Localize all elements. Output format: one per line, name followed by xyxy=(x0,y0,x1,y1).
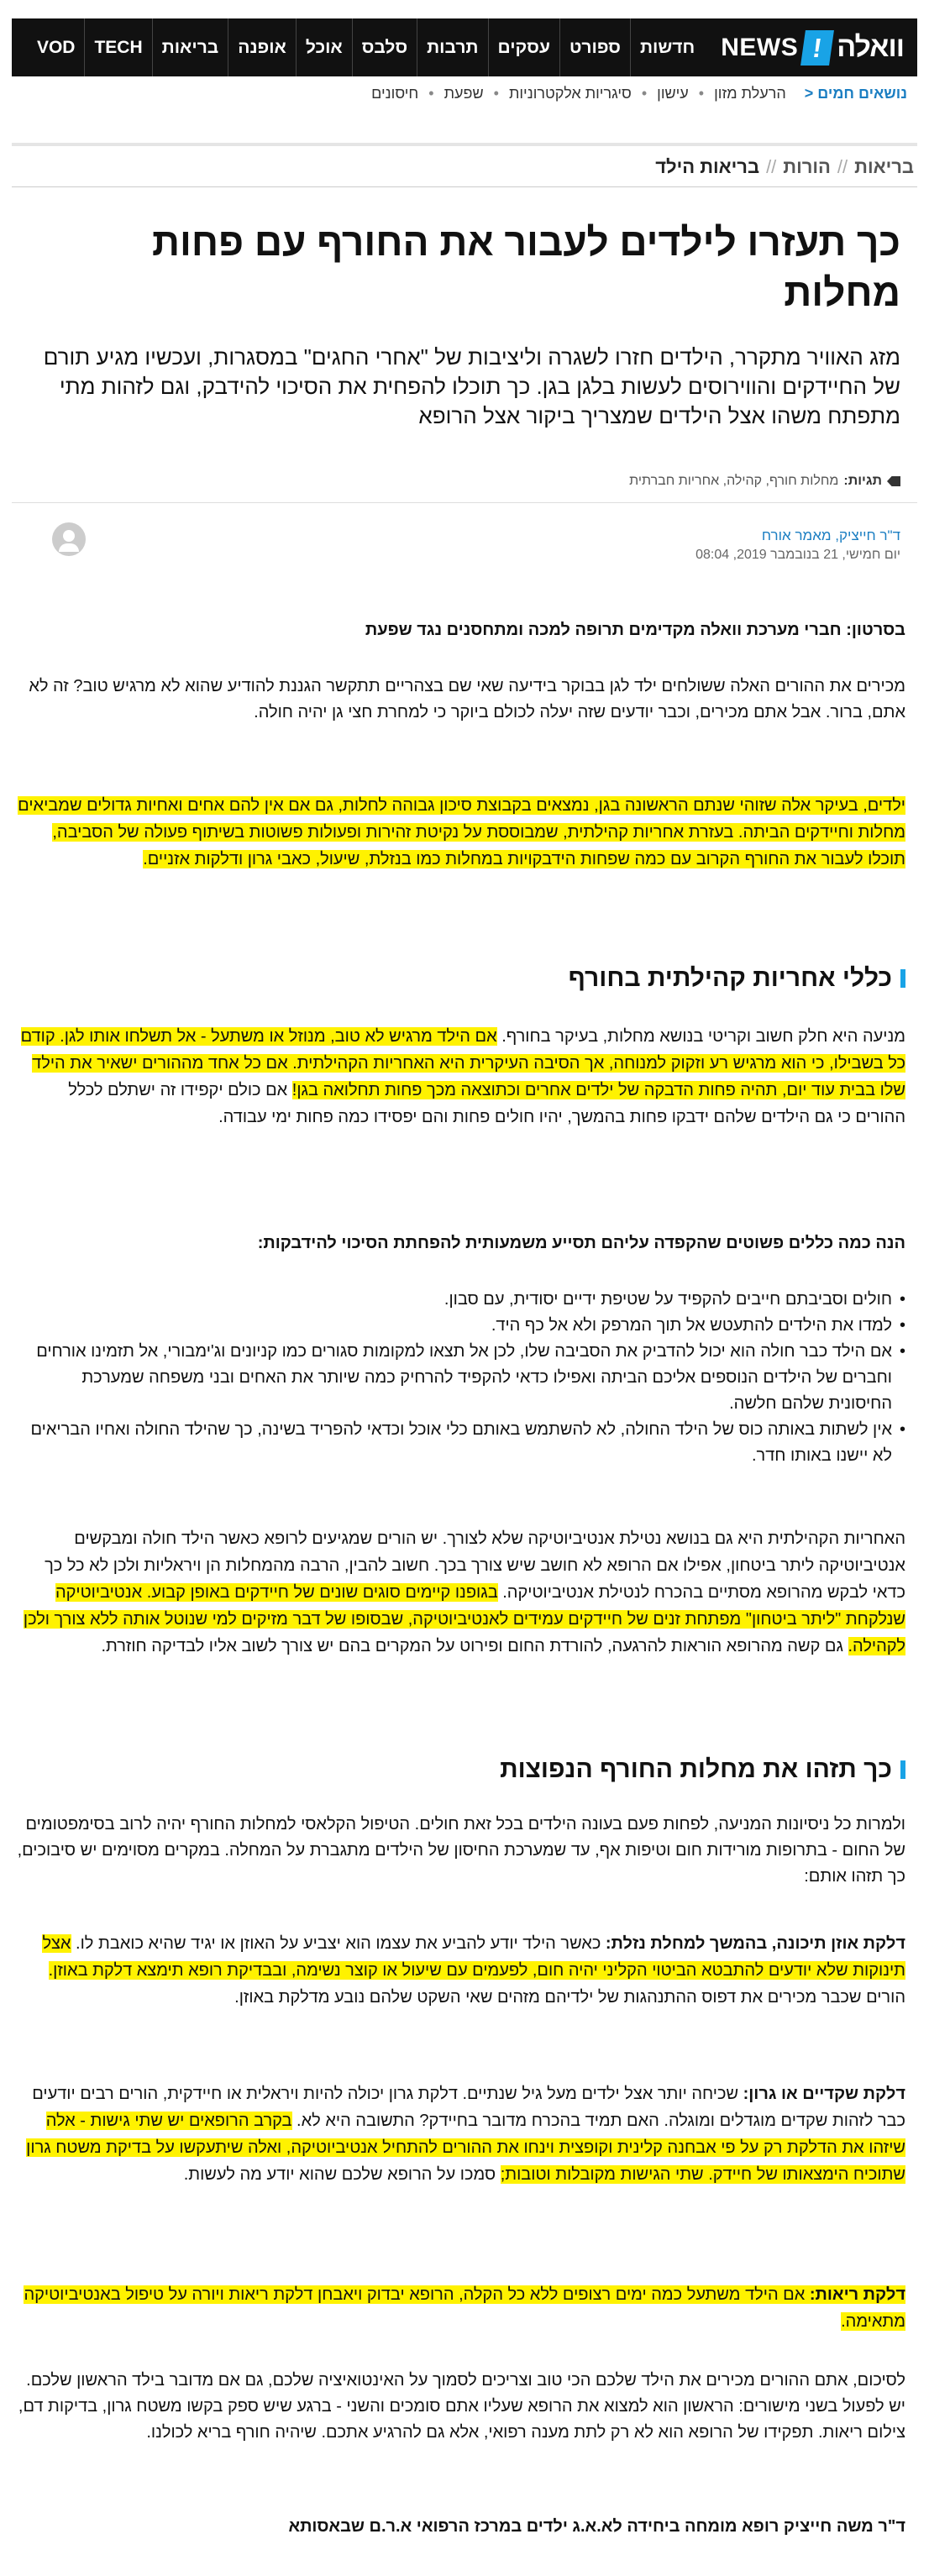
paragraph: דלקת אוזן תיכונה, בהמשך למחלת נזלת: כאשר הילד יודע להביע את עצמו הוא יצביע על האוזן או יגיד שהיא כואבת לו. אצל תינוקות שלא יודעים להתבטא הביטוי הקליני יהיה חום, לפעמים עם שיעול או קוצר נשימה, ובבדיקת רופא תימצא דלקת באוזן. הורים שכבר מכירים את דפוס ההתנהגות של ילדיהם מזהים שאי השקט שלהם נובע מדלקת באוזן. xyxy=(42,1934,905,2007)
paragraph: דלקת ריאות: אם הילד משתעל כמה ימים רצופים ללא כל הקלה, הרופא יבדוק ויאבחן דלקת ריאות ויורה על טיפול באנטיביוטיקה מתאימה. xyxy=(24,2285,905,2331)
separator: • xyxy=(698,84,705,102)
list-item: • למדו את הילדים להתעטש אל תוך המרפק ולא אל כף היד. xyxy=(15,1313,905,1339)
walla-news-logo[interactable] xyxy=(704,18,917,76)
paragraph: לסיכום, אתם ההורים מכירים את הילד שלכם הכי טוב וצריכים לסמוך על האינטואיציה שלכם, גם אם מדובר בילד הראשון שלכם. יש לפעול בשני מישורים: הראשון הוא למצוא את הרופא שעליו אתם סומכים והשני - ברגע שיש ספק בקשו משטח גרון, בדיקות דם, צילום ריאות. תפקידו של הרופא הוא לא רק לתת מענה רפואי, אלא גם להרגיע אתכם. שיהיה חורף בריא לכולנו. xyxy=(18,2371,905,2442)
author-avatar-icon xyxy=(52,522,86,556)
logo-bang-icon: ! xyxy=(800,30,834,66)
nav-health[interactable]: בריאות xyxy=(152,18,228,76)
breadcrumb-health[interactable]: בריאות xyxy=(854,156,914,177)
heading-accent-bar xyxy=(900,1760,905,1779)
logo-word: וואלה xyxy=(837,31,904,63)
separator: • xyxy=(428,84,434,102)
paragraph: מניעה היא חלק חשוב וקריטי בנושא מחלות, בעיקר בחורף. אם הילד מרגיש לא טוב, מנוזל או משתעל - אל תשלחו אותו לגן. קודם כל בשבילו, כי הוא מרגיש רע וזקוק למנוחה, אך הסיבה העיקרית היא האחריות הקהילתית. אם כל אחד מההורים ישאיר את הילד שלו בבית עוד יום, תהיה פחות הדבקה של ילדים אחרים וכתוצאה מכך פחות תחלואה בגן! אם כולם יקפידו זה ישתלם לכלל ההורים כי גם הילדים שלהם ידבקו פחות בהמשך, יהיו חולים פחות והם יפסידו כמה פחות ימי עבודה. xyxy=(20,1027,905,1126)
nav-vod[interactable]: VOD xyxy=(36,37,76,57)
video-caption: בסרטון: חברי מערכת וואלה מקדימים תרופה למכה ומתחסנים נגד שפעת xyxy=(365,621,905,639)
main-nav xyxy=(12,18,917,76)
nav-food[interactable]: אוכל xyxy=(296,18,352,76)
author-signoff: ד"ר משה חייציק רופא מומחה ביחידה לא.א.ג ילדים במרכז הרפואי א.ר.ם שבאסותא xyxy=(288,2517,905,2536)
separator: • xyxy=(493,84,499,102)
hot-topic-item[interactable]: שפעת xyxy=(444,84,484,102)
hot-topic-item[interactable]: סיגריות אלקטרוניות xyxy=(508,84,632,102)
article-lead: מזג האוויר מתקרר, הילדים חזרו לשגרה וליציבות של "אחרי החגים" במסגרות, ועכשיו מגיע תורם של החיידקים והווירוסים לעשות בלגן בגן. כך תוכלו להפחית את הסיכוי להידבק, וגם לזהות מתי מתפתח משהו אצל הילדים שמצריך ביקור אצל הרופא xyxy=(43,344,900,428)
paragraph: מכירים את ההורים האלה ששולחים ילד לגן בבוקר בידיעה שאי שם בצהריים תתקשר הגננת להודיע שהוא לא מרגיש טוב? זה לא אתם, ברור. אבל אתם מכירים, וכבר יודעים שזה יעלה לכולם ביוקר כי למחרת חצי גן יהיה חולה. xyxy=(29,677,905,721)
hot-topic-item[interactable]: הרעלת מזון xyxy=(714,84,786,102)
publish-date: יום חמישי, 21 בנובמבר 2019, 08:04 xyxy=(695,548,900,562)
nav-fashion[interactable]: אופנה xyxy=(228,18,296,76)
list-title: הנה כמה כללים פשוטים שהקפדה עליהם תסייע משמעותית להפחתת הסיכוי להידבקות: xyxy=(257,1234,905,1252)
tags-label: תגיות: xyxy=(843,474,882,488)
article-title: כך תעזרו לילדים לעבור את החורף עם פחות מחלות xyxy=(151,220,900,314)
tags-list[interactable]: מחלות חורף, קהילה, אחריות חברתית xyxy=(629,474,839,488)
meta-divider xyxy=(12,502,917,503)
heading-accent-bar xyxy=(900,969,905,988)
breadcrumb-child-health[interactable]: בריאות הילד xyxy=(655,156,760,177)
nav-celebs[interactable]: סלבס xyxy=(352,18,417,76)
hot-topics-bar xyxy=(12,77,917,109)
separator: • xyxy=(641,84,648,102)
hot-topic-item[interactable]: חיסונים xyxy=(371,84,419,102)
nav-tech[interactable]: TECH xyxy=(84,18,151,76)
list-item: • אם הילד כבר חולה הוא יכול להדביק את הסביבה שלו, לכן אל תצאו למקומות סגורים כמו קניונים וג'ימבורי, אל תזמינו אורחים וחברים של הילדים הנוספים אליכם הביתה ואפילו כדאי להקפיד להרחיק כמה שיותר את האחים ובני משפחה שמערכת החיסונית שלהם חלשה. xyxy=(15,1339,905,1417)
nav-culture[interactable]: תרבות xyxy=(417,18,487,76)
section-heading: כך תזהו את מחלות החורף הנפוצות xyxy=(500,1755,905,1784)
paragraph-highlighted: ילדים, בעיקר אלה שזוהי שנתם הראשונה בגן, נמצאים בקבוצת סיכון גבוהה לחלות, גם אם אין להם אחים ואחיות גדולים שמביאים מחלות וחיידקים הביתה. בעזרת אחריות קהילתית, שמבוססת על נקיטת זהירות ופעולות פשוטות בשיתוף פעולה של הסביבה, תוכלו לעבור את החורף הקרוב עם כמה שפחות הידבקויות במחלות כמו בנזלת, שיעול, כאבי גרון ודלקות אזניים. xyxy=(18,796,905,868)
nav-news[interactable]: חדשות xyxy=(630,18,704,76)
hot-topics-label[interactable]: נושאים חמים < xyxy=(804,84,907,102)
hot-topic-item[interactable]: עישון xyxy=(657,84,689,102)
header-divider xyxy=(12,143,917,146)
paragraph: ולמרות כל ניסיונות המניעה, לפחות פעם בעונה הילדים בכל זאת חולים. הטיפול הקלאסי למחלות החורף יהיה לרוב בסימפטומים של החום - בתרופות מורידות חום וטיפות אף, עד שמערכת החיסון של הילדים מתגברת על המחלה. במקרים מסוימים יש סיבוכים, כך תזהו אותם: xyxy=(17,1815,905,1886)
breadcrumb-parenting[interactable]: הורות xyxy=(783,156,831,177)
paragraph: האחריות הקהילתית היא גם בנושא נטילת אנטיביוטיקה שלא לצורך. יש הורים שמגיעים לרופא כאשר הילד חולה ומבקשים אנטיביוטיקה ליתר ביטחון, אפילו אם הרופא לא חושב שיש צורך בכך. חשוב להבין, הרבה מהמחלות הן ויראליות ולכן לא כל כך כדאי לבקש מהרופא מסתיים בהכרח לנטילת אנטיביוטיקה. בגופנו קיימים סוגים שונים של חיידקים באופן קבוע. אנטיביוטיקה שנלקחת "ליתר ביטחון" מפתחת זנים של חיידקים עמידים לאנטיביוטיקה, שבסופו של דבר מזיקים למי שנוטל אותה ללא צורך ולכן לקהילה. גם קשה מהרופא הוראות להרגעה, להורדת החום ופירוט על המקרים בהם יש צורך לשוב אליו לבדיקה חוזרת. xyxy=(23,1529,905,1655)
section-heading: כללי אחריות קהילתית בחורף xyxy=(569,964,905,993)
tips-list xyxy=(15,1287,905,1469)
breadcrumb-divider xyxy=(12,186,917,187)
list-item: • חולים וסביבתם חייבים להקפיד על שטיפת ידיים יסודית, עם סבון. xyxy=(15,1287,905,1313)
author-name[interactable]: ד"ר חייציק, מאמר אורח xyxy=(761,527,900,543)
logo-news: NEWS xyxy=(721,33,799,61)
nav-sport[interactable]: ספורט xyxy=(559,18,630,76)
tags-row xyxy=(629,474,900,489)
list-item: • אין לשתות באותה כוס של הילד החולה, לא להשתמש באותם כלי אוכל וכדאי להפריד בשינה, כך שהילד החולה ואחיו הבריאים לא יישנו באותו חדר. xyxy=(15,1417,905,1469)
paragraph: דלקת שקדיים או גרון: שכיחה יותר אצל ילדים מעל גיל שנתיים. דלקת גרון יכולה להיות ויראלית או חיידקית, הורים רבים יודעים כבר לזהות שקדים מוגדלים ומוגלה. האם תמיד בהכרח מדובר בחיידק? התשובה היא לא. בקרב הרופאים יש שתי גישות - אלה שיזהו את הדלקת רק על פי אבחנה קלינית וקופצית וינחו את ההורים להתחיל אנטיביוטיקה, ואלה שיתעקשו על בדיקת משטח גרון שתוכיח הימצאותו של חיידק. שתי הגישות מקובלות וטובות; סמכו על הרופא שלכם שהוא יודע מה לעשות. xyxy=(26,2085,905,2184)
nav-business[interactable]: עסקים xyxy=(488,18,559,76)
tag-icon xyxy=(887,476,900,486)
breadcrumb: בריאות//הורות//בריאות הילד xyxy=(655,156,914,177)
